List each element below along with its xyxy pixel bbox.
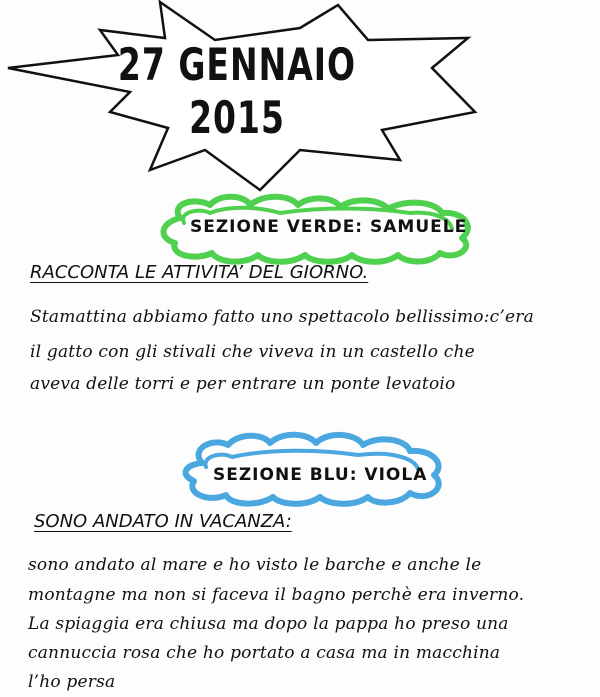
section-green-title: SEZIONE VERDE: SAMUELE [190,217,468,237]
section-green-line-3: aveva delle torri e per entrare un ponte levatoio [30,374,456,394]
date-title: 27 GENNAIO 2015 [117,38,357,144]
section-green-line-2: il gatto con gli stivali che viveva in un castello che [30,342,475,362]
section-blue-line-4: cannuccia rosa che ho portato a casa ma in macchina [28,643,501,663]
section-blue-line-3: La spiaggia era chiusa ma dopo la pappa ho preso una [28,614,509,634]
section-green-line-1: Stamattina abbiamo fatto uno spettacolo bellissimo:c’era [30,307,534,327]
section-blue-title: SEZIONE BLU: VIOLA [213,465,428,485]
section-green-heading: RACCONTA LE ATTIVITA’ DEL GIORNO. [30,262,369,283]
section-blue-line-5: l’ho persa [28,672,116,692]
section-blue-line-1: sono andato al mare e ho visto le barche e anche le [28,555,482,575]
section-blue-line-2: montagne ma non si faceva il bagno perchè era inverno. [28,585,525,605]
section-blue-heading: SONO ANDATO IN VACANZA: [34,511,292,532]
